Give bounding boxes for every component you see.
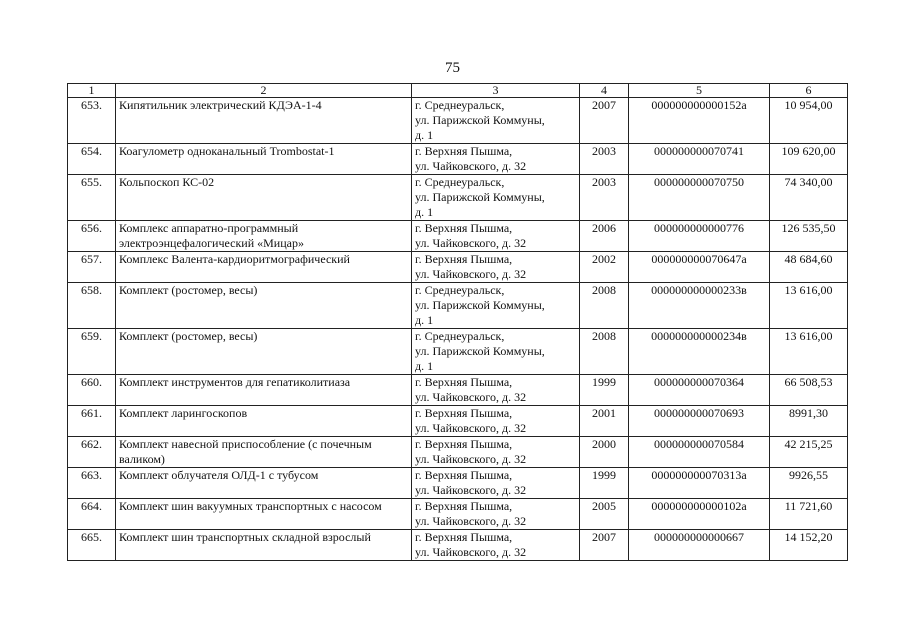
address-line: г. Среднеуральск, xyxy=(415,329,505,343)
row-number: 654. xyxy=(68,144,116,175)
column-header-5: 5 xyxy=(629,84,770,98)
item-year: 2005 xyxy=(580,499,629,530)
item-address xyxy=(412,252,580,283)
column-header-6: 6 xyxy=(770,84,848,98)
item-name: Комплект инструментов для гепатиколитиаза xyxy=(116,375,412,406)
item-address xyxy=(412,406,580,437)
table-row xyxy=(68,283,848,329)
column-header-4: 4 xyxy=(580,84,629,98)
address-line: г. Верхняя Пышма, xyxy=(415,252,513,266)
inventory-number: 000000000070584 xyxy=(629,437,770,468)
inventory-number: 000000000000667 xyxy=(629,530,770,561)
item-cost: 10 954,00 xyxy=(770,98,848,144)
row-number: 657. xyxy=(68,252,116,283)
inventory-number: 000000000000776 xyxy=(629,221,770,252)
item-name: Кольпоскоп КС-02 xyxy=(116,175,412,221)
inventory-number: 000000000070750 xyxy=(629,175,770,221)
item-name: Комплекс аппаратно-программный электроэнцефалогический «Мицар» xyxy=(116,221,412,252)
item-year: 2003 xyxy=(580,144,629,175)
item-name: Кипятильник электрический КДЭА-1-4 xyxy=(116,98,412,144)
item-cost: 9926,55 xyxy=(770,468,848,499)
item-year: 1999 xyxy=(580,468,629,499)
item-cost: 8991,30 xyxy=(770,406,848,437)
address-line: г. Верхняя Пышма, xyxy=(415,221,513,235)
address-line: ул. Чайковского, д. 32 xyxy=(415,452,527,466)
item-year: 2007 xyxy=(580,530,629,561)
address-line: г. Верхняя Пышма, xyxy=(415,468,513,482)
item-address xyxy=(412,530,580,561)
address-line: ул. Чайковского, д. 32 xyxy=(415,159,527,173)
row-number: 661. xyxy=(68,406,116,437)
address-line: г. Верхняя Пышма, xyxy=(415,375,513,389)
item-address xyxy=(412,175,580,221)
row-number: 653. xyxy=(68,98,116,144)
item-address xyxy=(412,283,580,329)
item-cost: 13 616,00 xyxy=(770,329,848,375)
item-cost: 13 616,00 xyxy=(770,283,848,329)
item-address xyxy=(412,375,580,406)
header-row xyxy=(68,84,848,98)
address-line: ул. Чайковского, д. 32 xyxy=(415,267,527,281)
item-cost: 126 535,50 xyxy=(770,221,848,252)
item-year: 2007 xyxy=(580,98,629,144)
item-name: Комплект облучателя ОЛД-1 с тубусом xyxy=(116,468,412,499)
item-name: Комплект шин вакуумных транспортных с насосом xyxy=(116,499,412,530)
address-line: ул. Парижской Коммуны, xyxy=(415,113,545,127)
address-line: г. Верхняя Пышма, xyxy=(415,144,513,158)
address-line: ул. Чайковского, д. 32 xyxy=(415,390,527,404)
inventory-number: 000000000070741 xyxy=(629,144,770,175)
inventory-number: 000000000070647а xyxy=(629,252,770,283)
inventory-number: 000000000000102а xyxy=(629,499,770,530)
row-number: 662. xyxy=(68,437,116,468)
inventory-table xyxy=(67,83,848,561)
column-header-1: 1 xyxy=(68,84,116,98)
item-address xyxy=(412,98,580,144)
row-number: 665. xyxy=(68,530,116,561)
address-line: г. Верхняя Пышма, xyxy=(415,437,513,451)
item-address xyxy=(412,221,580,252)
address-line: ул. Парижской Коммуны, xyxy=(415,298,545,312)
table-row xyxy=(68,375,848,406)
table-row xyxy=(68,221,848,252)
item-year: 1999 xyxy=(580,375,629,406)
item-year: 2001 xyxy=(580,406,629,437)
table-row xyxy=(68,98,848,144)
item-name: Комплект (ростомер, весы) xyxy=(116,329,412,375)
row-number: 656. xyxy=(68,221,116,252)
item-cost: 48 684,60 xyxy=(770,252,848,283)
address-line: ул. Чайковского, д. 32 xyxy=(415,545,527,559)
item-year: 2003 xyxy=(580,175,629,221)
table-row xyxy=(68,406,848,437)
address-line: г. Верхняя Пышма, xyxy=(415,530,513,544)
table-row xyxy=(68,468,848,499)
item-cost: 109 620,00 xyxy=(770,144,848,175)
table-row xyxy=(68,499,848,530)
item-cost: 66 508,53 xyxy=(770,375,848,406)
row-number: 659. xyxy=(68,329,116,375)
address-line: ул. Чайковского, д. 32 xyxy=(415,514,527,528)
row-number: 664. xyxy=(68,499,116,530)
row-number: 655. xyxy=(68,175,116,221)
row-number: 658. xyxy=(68,283,116,329)
item-name: Коагулометр одноканальный Trombostat-1 xyxy=(116,144,412,175)
table-row xyxy=(68,329,848,375)
address-line: ул. Чайковского, д. 32 xyxy=(415,483,527,497)
item-cost: 14 152,20 xyxy=(770,530,848,561)
item-address xyxy=(412,437,580,468)
address-line: д. 1 xyxy=(415,205,434,219)
table-row xyxy=(68,144,848,175)
inventory-number: 000000000000234в xyxy=(629,329,770,375)
item-name: Комплекс Валента-кардиоритмографический xyxy=(116,252,412,283)
address-line: д. 1 xyxy=(415,313,434,327)
item-year: 2008 xyxy=(580,283,629,329)
item-address xyxy=(412,329,580,375)
item-name: Комплект навесной приспособление (с почечным валиком) xyxy=(116,437,412,468)
table-row xyxy=(68,437,848,468)
item-year: 2000 xyxy=(580,437,629,468)
address-line: г. Среднеуральск, xyxy=(415,98,505,112)
inventory-number: 000000000000152а xyxy=(629,98,770,144)
table-row xyxy=(68,530,848,561)
item-cost: 11 721,60 xyxy=(770,499,848,530)
column-header-3: 3 xyxy=(412,84,580,98)
item-year: 2006 xyxy=(580,221,629,252)
inventory-number: 000000000000233в xyxy=(629,283,770,329)
item-name: Комплект (ростомер, весы) xyxy=(116,283,412,329)
address-line: ул. Чайковского, д. 32 xyxy=(415,236,527,250)
row-number: 663. xyxy=(68,468,116,499)
inventory-number: 000000000070693 xyxy=(629,406,770,437)
table-row xyxy=(68,252,848,283)
address-line: ул. Чайковского, д. 32 xyxy=(415,421,527,435)
item-cost: 74 340,00 xyxy=(770,175,848,221)
row-number: 660. xyxy=(68,375,116,406)
inventory-number: 000000000070313а xyxy=(629,468,770,499)
item-cost: 42 215,25 xyxy=(770,437,848,468)
item-year: 2008 xyxy=(580,329,629,375)
address-line: г. Верхняя Пышма, xyxy=(415,406,513,420)
address-line: г. Среднеуральск, xyxy=(415,175,505,189)
address-line: д. 1 xyxy=(415,128,434,142)
table-body xyxy=(68,98,848,561)
address-line: ул. Парижской Коммуны, xyxy=(415,190,545,204)
item-year: 2002 xyxy=(580,252,629,283)
table-row xyxy=(68,175,848,221)
inventory-number: 000000000070364 xyxy=(629,375,770,406)
item-address xyxy=(412,468,580,499)
item-address xyxy=(412,144,580,175)
column-header-2: 2 xyxy=(116,84,412,98)
item-name: Комплект ларингоскопов xyxy=(116,406,412,437)
address-line: г. Верхняя Пышма, xyxy=(415,499,513,513)
item-name: Комплект шин транспортных складной взрослый xyxy=(116,530,412,561)
address-line: г. Среднеуральск, xyxy=(415,283,505,297)
page-number: 75 xyxy=(445,60,460,76)
item-address xyxy=(412,499,580,530)
address-line: д. 1 xyxy=(415,359,434,373)
address-line: ул. Парижской Коммуны, xyxy=(415,344,545,358)
